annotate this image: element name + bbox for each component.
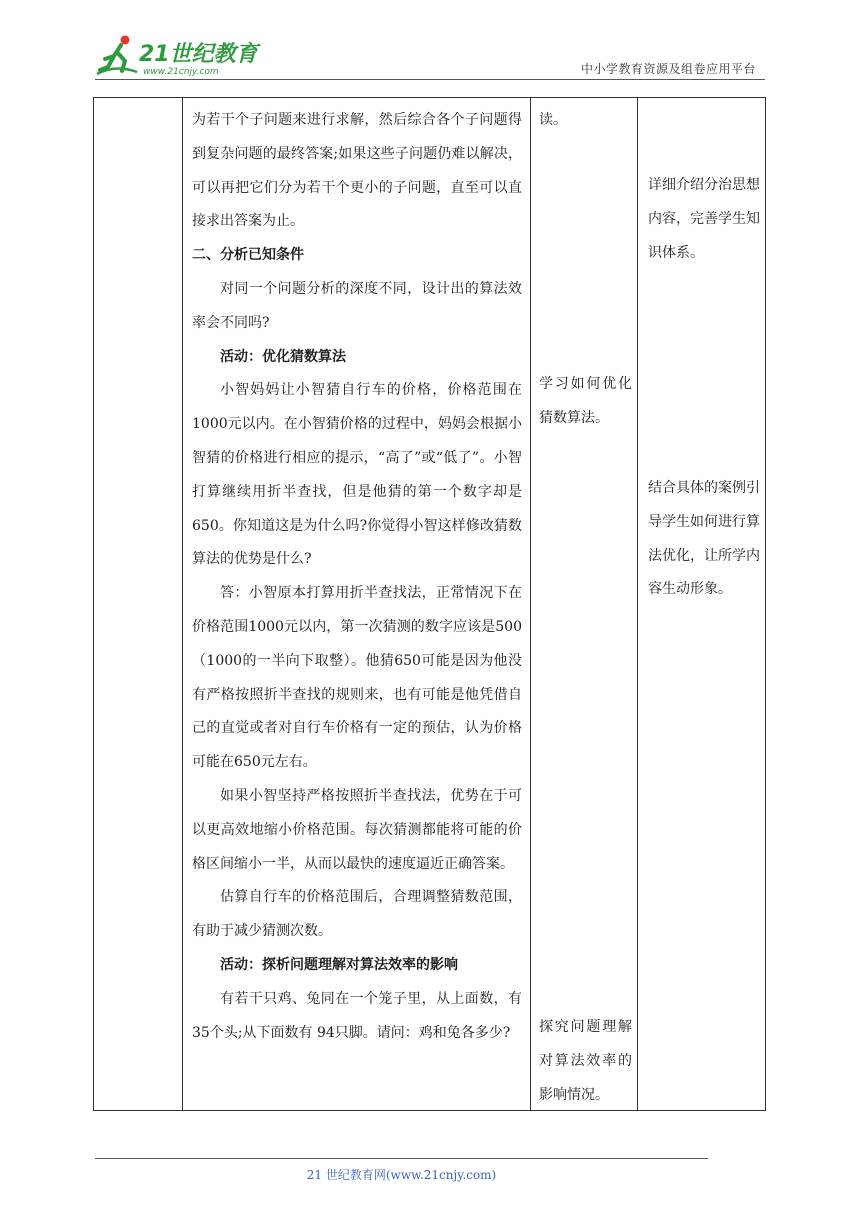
answer-paragraph: 答：小智原本打算用折半查找法，正常情况下在价格范围1000元以内，第一次猜测的数字应该是500（1000的一半向下取整）。他猜650可能是因为他没有严格按照折半查找的规则来，也有可能是他凭借自己的直觉或者对自行车价格有一定的预估，认为价格可能在650元左右。 <box>192 585 522 771</box>
student-activity-cell: 学习如何优化猜数算法。 <box>539 376 632 426</box>
content-paragraph: 有若干只鸡、兔同在一个笼子里，从上面数，有35个头;从下面数有 94只脚。请问：鸡和兔各多少? <box>192 990 522 1041</box>
activity-heading: 活动：优化猜数算法 <box>220 348 346 365</box>
content-paragraph: 为若干个子问题来进行求解，然后综合各个子问题得到复杂问题的最终答案;如果这些子问题仍难以解决，可以再把它们分为若干个更小的子问题，直至可以直接求出答案为止。 <box>192 112 522 230</box>
runner-icon <box>97 36 137 75</box>
page-header <box>0 0 860 90</box>
platform-name: 中小学教育资源及组卷应用平台 <box>580 62 756 76</box>
student-activity-cell: 读。 <box>539 112 567 128</box>
student-activity-column <box>531 98 638 1110</box>
activity-heading: 活动：探析问题理解对算法效率的影响 <box>220 956 458 973</box>
lesson-table <box>93 97 766 1111</box>
teaching-content-column <box>183 98 531 1110</box>
content-paragraph: 如果小智坚持严格按照折半查找法，优势在于可以更高效地缩小价格范围。每次猜测都能将可能的价格区间缩小一半，从而以最快的速度逼近正确答案。 <box>192 787 522 872</box>
content-paragraph: 对同一个问题分析的深度不同，设计出的算法效率会不同吗? <box>192 280 522 331</box>
design-intent-cell: 详细介绍分治思想内容，完善学生知识体系。 <box>648 177 760 261</box>
design-intent-cell: 结合具体的案例引导学生如何进行算法优化，让所学内容生动形象。 <box>648 480 760 598</box>
section-heading: 二、分析已知条件 <box>192 247 304 264</box>
footer-link[interactable]: 21 世纪教育网(www.21cnjy.com) <box>306 1168 497 1182</box>
footer-divider <box>95 1158 708 1159</box>
student-activity-cell: 探究问题理解对算法效率的影响情况。 <box>539 1019 632 1103</box>
design-intent-column <box>638 98 766 1110</box>
header-divider <box>95 79 765 80</box>
logo-url: www.21cnjy.com <box>143 67 219 77</box>
content-paragraph: 估算自行车的价格范围后，合理调整猜数范围，有助于减少猜测次数。 <box>192 889 522 940</box>
logo-text: 21世纪教育 <box>139 42 258 67</box>
site-logo <box>95 34 265 80</box>
content-paragraph: 小智妈妈让小智猜自行车的价格，价格范围在1000元以内。在小智猜价格的过程中，妈妈会根据小智猜的价格进行相应的提示，“高了”或“低了”。小智打算继续用折半查找，但是他猜的第一个数字却是650。你知道这是为什么吗?你觉得小智这样修改猜数算法的优势是什么? <box>192 382 522 568</box>
